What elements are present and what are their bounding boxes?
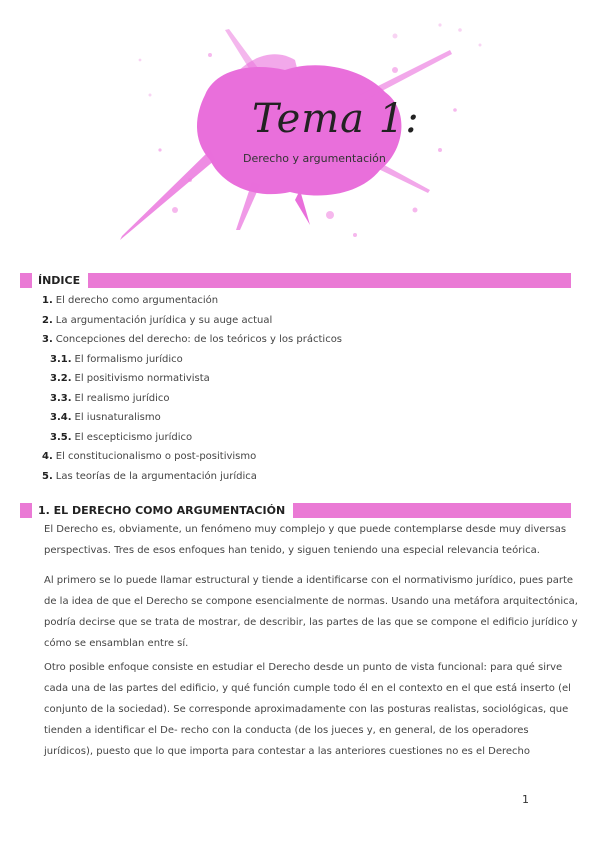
heading-marker	[20, 273, 32, 288]
index-heading: ÍNDICE	[38, 273, 88, 288]
page-number: 1	[522, 793, 529, 806]
index-item: 4. El constitucionalismo o post-positivismo	[42, 451, 257, 462]
index-heading-bar	[20, 273, 571, 288]
index-subitem: 3.1. El formalismo jurídico	[50, 353, 183, 365]
index-item: 3. Concepciones del derecho: de los teóricos y los prácticos	[42, 334, 343, 345]
heading-bar-fill	[285, 503, 571, 518]
document-title: Tema 1:	[252, 96, 420, 142]
index-subitem: 3.3. El realismo jurídico	[50, 392, 170, 404]
heading-marker	[20, 503, 32, 518]
body-paragraph: Otro posible enfoque consiste en estudiar el Derecho desde un punto de vista funcional: para qué sirve cada una de las partes del edificio, y qué función cumple todo él en el contexto en el que está inserto (el conjunto de la sociedad). Se corresponde aproximadamente con las posturas realistas, sociológicas, que tienden a identificar el De- recho con la conducta (de los jueces y, en general, de los operadores jurídicos), puesto que lo que importa para contestar a las anteriores cuestiones no es el Derecho	[44, 662, 571, 757]
index-subitem: 3.5. El escepticismo jurídico	[50, 431, 193, 443]
index-subitem: 3.4. El iusnaturalismo	[50, 412, 161, 423]
index-item: 5. Las teorías de la argumentación jurídica	[42, 470, 257, 482]
section-heading: 1. EL DERECHO COMO ARGUMENTACIÓN	[38, 503, 293, 518]
body-paragraph: Al primero se lo puede llamar estructural y tiende a identificarse con el normativismo jurídico, pues parte de la idea de que el Derecho se compone esencialmente de normas. Usando una metáfora arquitectónica, podría decirse que se trata de mostrar, de describir, las partes de las que se compone el edificio jurídico y cómo se ensamblan entre sí.	[44, 575, 578, 649]
index-item: 2. La argumentación jurídica y su auge actual	[42, 314, 273, 326]
index-item: 1. El derecho como argumentación	[42, 295, 219, 306]
heading-bar-fill	[80, 273, 571, 288]
document-subtitle: Derecho y argumentación	[243, 152, 386, 165]
index-list	[42, 291, 342, 486]
index-subitem: 3.2. El positivismo normativista	[50, 373, 210, 384]
body-paragraph: El Derecho es, obviamente, un fenómeno muy complejo y que puede contemplarse desde muy diversas perspectivas. Tres de esos enfoques han tenido, y siguen teniendo una especial relevancia teórica.	[44, 524, 567, 556]
section-heading-bar	[20, 503, 571, 518]
